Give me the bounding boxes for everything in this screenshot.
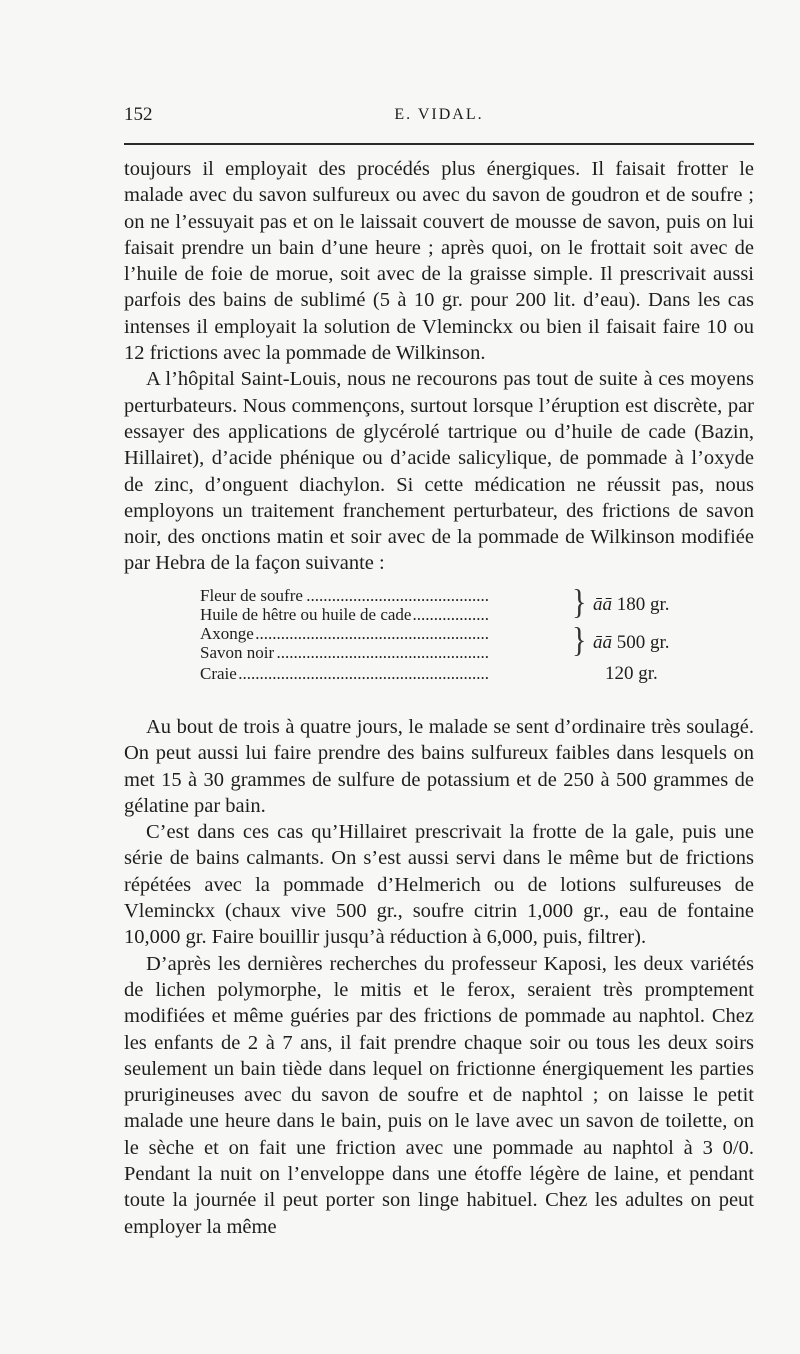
text-block-lower bbox=[124, 714, 754, 1240]
ingredient-line: Axonge ..... bbox=[200, 624, 570, 643]
quantity: 120 gr. bbox=[605, 663, 658, 684]
paragraph-relief: Au bout de trois à quatre jours, le malade se sent d’ordinaire très soulagé. On peut aussi lui faire prendre des bains sulfureux faibles dans lesquels on met 15 à 30 grammes de sulfure de potassium et de 250 à 500 grammes de gélatine par bain. bbox=[124, 716, 754, 817]
ingredient-line: Craie ..... bbox=[200, 664, 558, 683]
page-number: 152 bbox=[124, 104, 153, 125]
running-title: E. VIDAL. bbox=[394, 106, 484, 123]
quantity: āā 500 gr. bbox=[593, 632, 670, 653]
prescription-formula bbox=[200, 583, 720, 688]
recipe-group-2 bbox=[200, 621, 720, 662]
recipe-group-1 bbox=[200, 583, 720, 624]
brace-icon: } bbox=[572, 621, 587, 660]
running-head bbox=[124, 104, 754, 134]
quantity: āā 180 gr. bbox=[593, 594, 670, 615]
brace-icon: } bbox=[572, 583, 587, 622]
paragraph-kaposi: D’après les dernières recherches du professeur Kaposi, les deux variétés de lichen polymorphe, le mitis et le ferox, seraient très promptement modifiées et même guéries par des frictions de pommade au naphtol. Chez les enfants de 2 à 7 ans, il fait prendre chaque soir ou tous les deux soirs seulement un bain tiède dans lequel on frictionne énergiquement les parties prurigineuses avec du savon de soufre et de naphtol ; on laisse le petit malade une heure dans le bain, puis on le lave avec un savon de toilette, on le sèche et on fait une friction avec une pommade au naphtol à 3 0/0. Pendant la nuit on l’enveloppe dans une étoffe légère de laine, et pendant toute la journée il peut porter son linge habituel. Chez les adultes on peut employer la même bbox=[124, 952, 754, 1238]
ingredient-line: Fleur de soufre ..... bbox=[200, 586, 570, 605]
ingredient-line: Huile de hêtre ou huile de cade ..... bbox=[200, 605, 570, 624]
paragraph-continuation: toujours il employait des procédés plus énergiques. Il faisait frotter le malade avec du savon sulfureux ou avec du savon de goudron et de soufre ; on ne l’essuyait pas et on le laissait couvert de mousse de savon, puis on lui faisait prendre un bain d’une heure ; après quoi, on le frottait soit avec de l’huile de foie de morue, soit avec de la graisse simple. Il prescrivait aussi parfois des bains de sublimé (5 à 10 gr. pour 200 lit. d’eau). Dans les cas intenses il employait la solution de Vleminckx ou bien il faisait faire 10 ou 12 frictions avec la pommade de Wilkinson. bbox=[124, 158, 754, 365]
ingredient-line: Savon noir ..... bbox=[200, 643, 570, 662]
text-block-upper bbox=[124, 156, 754, 577]
paragraph-hillairet: C’est dans ces cas qu’Hillairet prescrivait la frotte de la gale, puis une série de bains calmants. On s’est aussi servi dans le même but de frictions répétées avec la pommade d’Helmerich ou de lotions sulfureuses de Vleminckx (chaux vive 500 gr., soufre citrin 1,000 gr., eau de fontaine 10,000 gr. Faire bouillir jusqu’à réduction à 6,000, puis, filtrer). bbox=[124, 821, 754, 949]
recipe-group-3 bbox=[200, 664, 720, 688]
header-rule bbox=[124, 143, 754, 145]
paragraph-saint-louis: A l’hôpital Saint-Louis, nous ne recourons pas tout de suite à ces moyens perturbateurs. Nous commençons, surtout lorsque l’éruption est discrète, par essayer des applications de glycérolé tartrique ou d’huile de cade (Bazin, Hillairet), d’acide phénique ou d’acide salicylique, de pommade à l’oxyde de zinc, d’onguent diachylon. Si cette médication ne réussit pas, nous employons un traitement franchement perturbateur, des frictions de savon noir, des onctions matin et soir avec de la pommade de Wilkinson modifiée par Hebra de la façon suivante : bbox=[124, 368, 754, 575]
